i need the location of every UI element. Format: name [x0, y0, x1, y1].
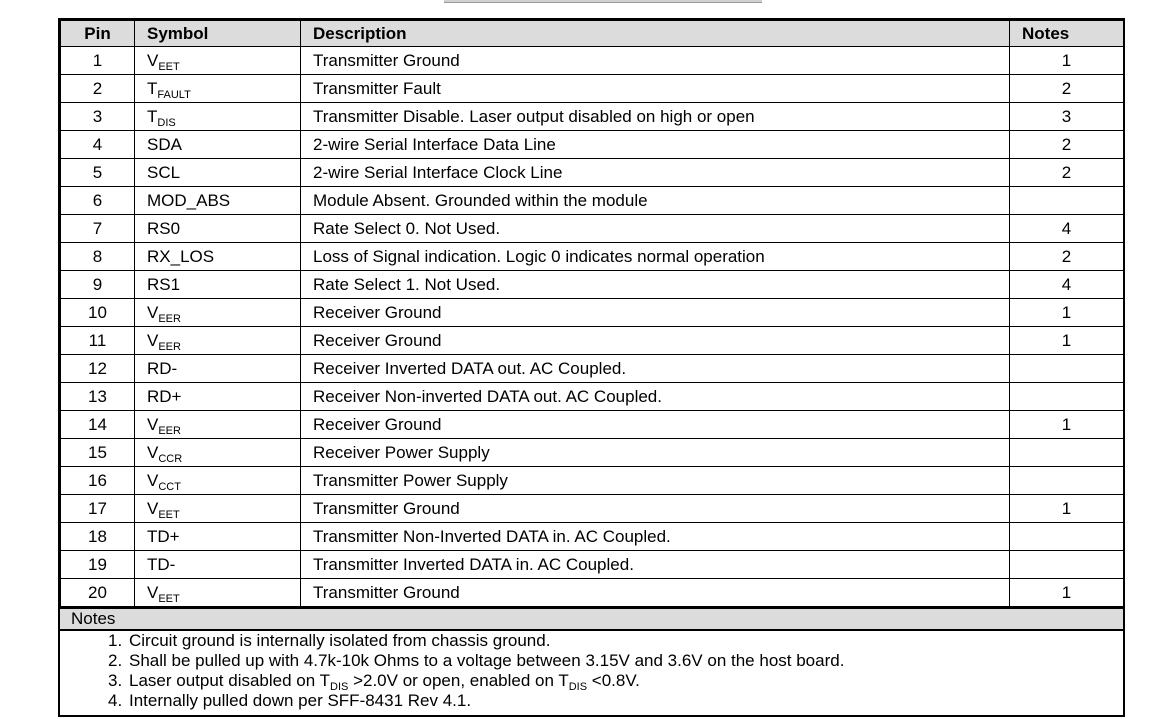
pin-number: 20 [61, 579, 135, 607]
table-row [61, 383, 1124, 411]
note-text-part: >2.0V or open, enabled on T [348, 671, 569, 690]
symbol-main: RD+ [147, 387, 182, 406]
pin-note-ref [1010, 383, 1124, 411]
pin-number: 16 [61, 467, 135, 495]
pin-symbol [135, 187, 301, 215]
note-item [60, 671, 1123, 691]
table-row [61, 551, 1124, 579]
table-header-row [61, 21, 1124, 47]
note-subscript: DIS [330, 681, 349, 693]
pin-definition-table [60, 20, 1124, 607]
pin-description: Rate Select 0. Not Used. [301, 215, 1010, 243]
pin-symbol [135, 103, 301, 131]
pin-symbol [135, 215, 301, 243]
pin-number: 13 [61, 383, 135, 411]
pin-note-ref: 2 [1010, 131, 1124, 159]
pin-number: 8 [61, 243, 135, 271]
symbol-main: V [147, 471, 159, 490]
pin-note-ref: 4 [1010, 215, 1124, 243]
pin-symbol [135, 579, 301, 607]
pin-symbol [135, 327, 301, 355]
pin-number: 10 [61, 299, 135, 327]
table-row [61, 299, 1124, 327]
pin-note-ref [1010, 523, 1124, 551]
pin-note-ref: 1 [1010, 411, 1124, 439]
pin-description: Transmitter Non-Inverted DATA in. AC Coupled. [301, 523, 1010, 551]
pin-symbol [135, 75, 301, 103]
pin-symbol [135, 411, 301, 439]
pin-description: Transmitter Ground [301, 495, 1010, 523]
pin-description: Receiver Power Supply [301, 439, 1010, 467]
pin-note-ref: 3 [1010, 103, 1124, 131]
pin-symbol [135, 243, 301, 271]
pin-note-ref: 1 [1010, 47, 1124, 75]
pin-symbol [135, 467, 301, 495]
symbol-subscript: EER [158, 425, 181, 437]
pin-number: 18 [61, 523, 135, 551]
symbol-subscript: EET [158, 509, 180, 521]
table-row [61, 47, 1124, 75]
pin-symbol [135, 159, 301, 187]
symbol-main: V [147, 583, 159, 602]
pin-note-ref: 1 [1010, 495, 1124, 523]
pin-number: 3 [61, 103, 135, 131]
pin-description: Transmitter Ground [301, 47, 1010, 75]
pin-description: Receiver Ground [301, 411, 1010, 439]
pin-description: Loss of Signal indication. Logic 0 indicates normal operation [301, 243, 1010, 271]
pin-note-ref: 2 [1010, 159, 1124, 187]
table-row [61, 159, 1124, 187]
symbol-main: V [147, 331, 159, 350]
pin-description: Module Absent. Grounded within the module [301, 187, 1010, 215]
table-row [61, 75, 1124, 103]
symbol-subscript: EER [158, 313, 181, 325]
pin-note-ref: 2 [1010, 243, 1124, 271]
pin-symbol [135, 131, 301, 159]
table-row [61, 103, 1124, 131]
pin-description: 2-wire Serial Interface Clock Line [301, 159, 1010, 187]
table-row [61, 355, 1124, 383]
pin-symbol [135, 551, 301, 579]
symbol-main: T [147, 79, 158, 98]
pin-description: Transmitter Power Supply [301, 467, 1010, 495]
pin-description: Transmitter Inverted DATA in. AC Coupled. [301, 551, 1010, 579]
note-text: Circuit ground is internally isolated from chassis ground. [129, 631, 551, 650]
symbol-main: V [147, 303, 159, 322]
symbol-main: SCL [147, 163, 181, 182]
note-text-part: Laser output disabled on T [129, 671, 330, 690]
symbol-subscript: EET [158, 61, 180, 73]
table-row [61, 467, 1124, 495]
top-tab-decoration [444, 0, 762, 3]
symbol-subscript: EET [158, 593, 180, 605]
pin-number: 14 [61, 411, 135, 439]
pin-symbol [135, 299, 301, 327]
symbol-main: RS1 [147, 275, 181, 294]
table-row [61, 495, 1124, 523]
pin-note-ref [1010, 355, 1124, 383]
table-row [61, 131, 1124, 159]
pin-note-ref [1010, 439, 1124, 467]
pin-description: Receiver Ground [301, 327, 1010, 355]
header-symbol: Symbol [135, 21, 301, 47]
pin-number: 1 [61, 47, 135, 75]
pin-number: 7 [61, 215, 135, 243]
note-item [60, 691, 1123, 711]
note-text: Internally pulled down per SFF-8431 Rev 4.1. [129, 691, 472, 710]
pin-symbol [135, 439, 301, 467]
pin-note-ref: 1 [1010, 579, 1124, 607]
symbol-main: V [147, 443, 159, 462]
table-row [61, 439, 1124, 467]
pin-symbol [135, 383, 301, 411]
pin-symbol [135, 495, 301, 523]
pin-number: 19 [61, 551, 135, 579]
pin-note-ref: 4 [1010, 271, 1124, 299]
symbol-main: RX_LOS [147, 247, 215, 266]
table-row [61, 523, 1124, 551]
table-body [61, 47, 1124, 607]
table-row [61, 411, 1124, 439]
pin-description: 2-wire Serial Interface Data Line [301, 131, 1010, 159]
pin-description: Receiver Ground [301, 299, 1010, 327]
symbol-main: RD- [147, 359, 178, 378]
pin-description: Transmitter Disable. Laser output disabled on high or open [301, 103, 1010, 131]
table-row [61, 579, 1124, 607]
symbol-subscript: CCR [158, 453, 183, 465]
symbol-main: RS0 [147, 219, 181, 238]
note-item [60, 631, 1123, 651]
header-notes: Notes [1010, 21, 1124, 47]
note-number: 2. [108, 651, 123, 670]
pin-number: 11 [61, 327, 135, 355]
note-text [108, 671, 640, 691]
pin-note-ref [1010, 551, 1124, 579]
symbol-main: SDA [147, 135, 182, 154]
pin-description: Receiver Inverted DATA out. AC Coupled. [301, 355, 1010, 383]
pin-symbol [135, 47, 301, 75]
note-number: 4. [108, 691, 123, 710]
pin-number: 2 [61, 75, 135, 103]
notes-list [60, 631, 1123, 715]
table-row [61, 327, 1124, 355]
table-row [61, 215, 1124, 243]
pin-description: Transmitter Fault [301, 75, 1010, 103]
table-row [61, 187, 1124, 215]
pin-symbol [135, 523, 301, 551]
pin-definition-table-frame [58, 18, 1125, 717]
pin-description: Transmitter Ground [301, 579, 1010, 607]
header-pin: Pin [61, 21, 135, 47]
symbol-subscript: DIS [157, 117, 176, 129]
note-subscript: DIS [568, 681, 588, 693]
pin-number: 6 [61, 187, 135, 215]
symbol-main: TD- [147, 555, 176, 574]
symbol-main: V [147, 51, 159, 70]
symbol-main: V [147, 499, 159, 518]
note-item [60, 651, 1123, 671]
pin-description: Receiver Non-inverted DATA out. AC Coupled. [301, 383, 1010, 411]
pin-symbol [135, 271, 301, 299]
symbol-subscript: FAULT [157, 89, 191, 101]
pin-description: Rate Select 1. Not Used. [301, 271, 1010, 299]
pin-number: 12 [61, 355, 135, 383]
pin-number: 17 [61, 495, 135, 523]
table-row [61, 243, 1124, 271]
symbol-main: MOD_ABS [147, 191, 231, 210]
pin-note-ref [1010, 187, 1124, 215]
pin-number: 5 [61, 159, 135, 187]
header-description: Description [301, 21, 1010, 47]
pin-note-ref: 1 [1010, 299, 1124, 327]
note-number: 1. [108, 631, 123, 650]
notes-title: Notes [60, 607, 1123, 631]
pin-note-ref: 2 [1010, 75, 1124, 103]
pin-note-ref: 1 [1010, 327, 1124, 355]
note-number: 3. [108, 671, 123, 690]
pin-number: 4 [61, 131, 135, 159]
note-text-part: <0.8V. [587, 671, 640, 690]
symbol-main: TD+ [147, 527, 180, 546]
note-text: Shall be pulled up with 4.7k-10k Ohms to a voltage between 3.15V and 3.6V on the host board. [129, 651, 845, 670]
pin-symbol [135, 355, 301, 383]
pin-note-ref [1010, 467, 1124, 495]
symbol-main: T [147, 107, 158, 126]
symbol-subscript: CCT [158, 481, 181, 493]
symbol-main: V [147, 415, 159, 434]
symbol-subscript: EER [158, 341, 181, 353]
pin-number: 15 [61, 439, 135, 467]
table-row [61, 271, 1124, 299]
pin-number: 9 [61, 271, 135, 299]
